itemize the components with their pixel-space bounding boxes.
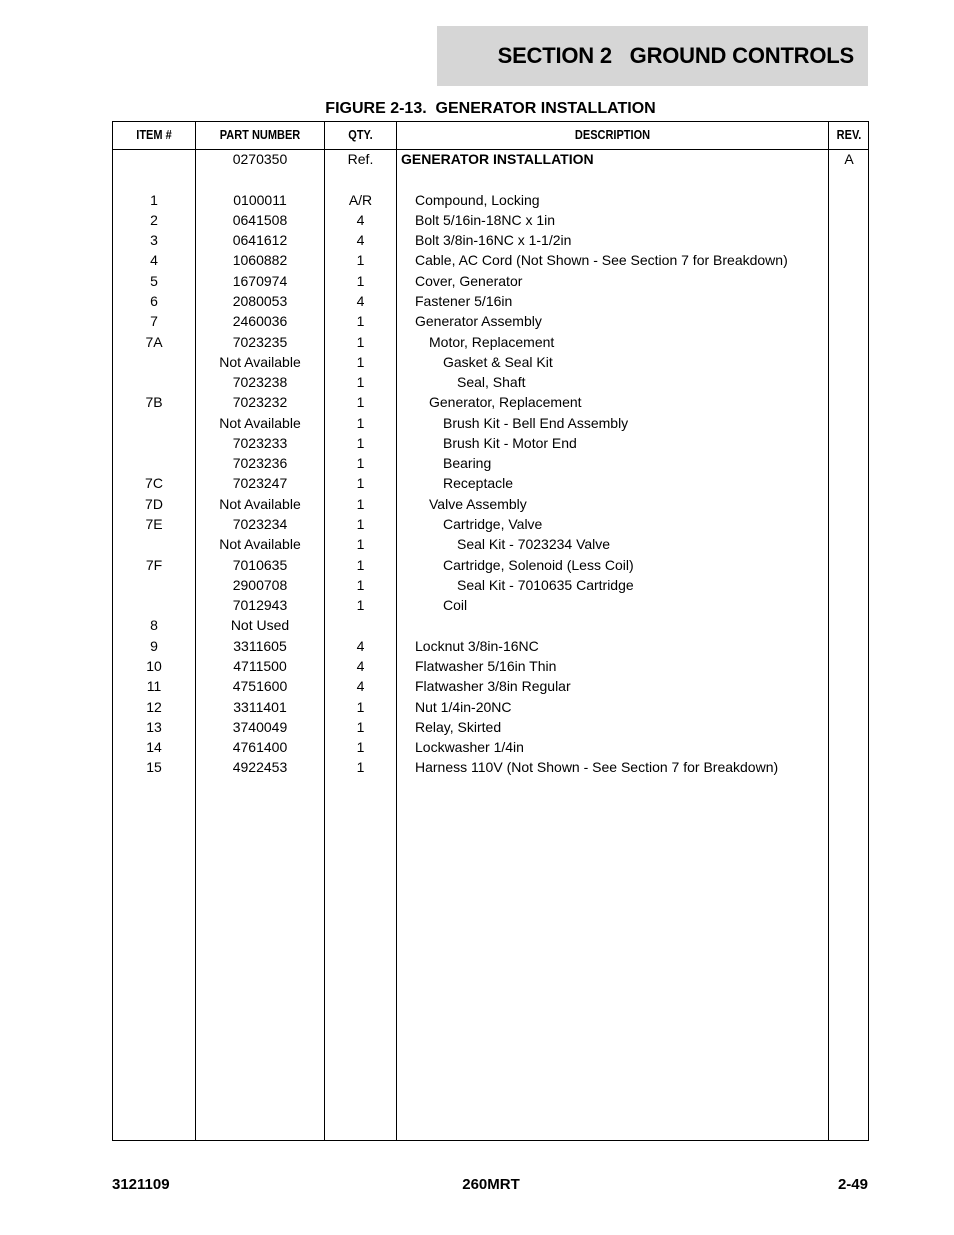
description: Fastener 5/16in	[415, 292, 513, 309]
part-number: 3311605	[233, 637, 287, 654]
quantity: 1	[356, 759, 365, 776]
table-row	[113, 636, 868, 656]
section-banner	[437, 26, 868, 86]
doc-number: 3121109	[112, 1176, 170, 1193]
item-number: 3	[150, 232, 158, 249]
part-number: 3311401	[233, 698, 287, 715]
page-number: 2-49	[837, 1176, 868, 1193]
table-row	[113, 757, 868, 777]
item-number: 7	[150, 313, 158, 330]
header-qty: QTY.	[348, 128, 373, 142]
item-number: 2	[150, 211, 158, 228]
quantity: 1	[356, 353, 365, 370]
table-row	[113, 615, 868, 635]
description: Cartridge, Valve	[443, 516, 543, 533]
description: Locknut 3/8in-16NC	[415, 637, 539, 654]
item-number: 10	[146, 658, 162, 674]
header-item: ITEM #	[136, 128, 172, 142]
table-row	[113, 413, 868, 433]
part-number: 7023236	[232, 455, 288, 472]
item-number: 1	[150, 191, 158, 208]
part-number: 7023247	[232, 475, 288, 492]
table-row	[113, 737, 868, 757]
description: Valve Assembly	[429, 495, 527, 512]
description: Generator Assembly	[415, 313, 542, 330]
part-number: 4922453	[232, 759, 288, 776]
item-number: 7E	[145, 516, 163, 533]
description: Flatwasher 5/16in Thin	[415, 658, 557, 674]
table-row	[113, 697, 868, 717]
description: Generator, Replacement	[429, 394, 582, 411]
quantity: 1	[356, 313, 365, 330]
table-row	[113, 149, 868, 169]
description: Motor, Replacement	[429, 333, 555, 350]
quantity: Ref.	[347, 151, 374, 167]
part-number: 0641612	[232, 232, 288, 249]
item-number: 7C	[145, 475, 163, 492]
table-row	[113, 311, 868, 331]
part-number: Not Available	[219, 536, 301, 553]
quantity: 1	[356, 597, 365, 614]
item-number: 4	[150, 252, 158, 269]
figure-title: FIGURE 2-13. GENERATOR INSTALLATION	[325, 100, 656, 117]
quantity: 4	[356, 678, 365, 695]
quantity: 1	[356, 374, 365, 391]
part-number: 1060882	[232, 252, 288, 269]
table-row	[113, 291, 868, 311]
part-number: 4761400	[232, 739, 288, 756]
description: Nut 1/4in-20NC	[415, 698, 512, 715]
item-number: 15	[146, 759, 162, 776]
quantity: 1	[356, 272, 365, 289]
description: Compound, Locking	[415, 191, 540, 208]
item-number: 8	[150, 617, 158, 634]
description: Seal, Shaft	[457, 374, 526, 391]
description: Brush Kit - Motor End	[443, 434, 577, 451]
part-number: 0100011	[233, 191, 287, 208]
table-row	[113, 575, 868, 595]
quantity: 1	[356, 556, 365, 573]
quantity: 1	[356, 739, 365, 756]
part-number: 2080053	[232, 292, 288, 309]
part-number: 2900708	[232, 576, 288, 593]
header-part-number: PART NUMBER	[219, 128, 301, 142]
description: Seal Kit - 7023234 Valve	[457, 536, 611, 553]
header-description: DESCRIPTION	[574, 128, 651, 142]
table-row	[113, 210, 868, 230]
description: GENERATOR INSTALLATION	[401, 151, 594, 167]
table-row	[113, 656, 868, 676]
item-number: 11	[146, 678, 162, 695]
part-number: Not Available	[219, 414, 301, 431]
item-number: 7A	[145, 333, 163, 350]
quantity: 1	[356, 414, 365, 431]
part-number: 4711500	[233, 658, 287, 674]
table-row	[113, 494, 868, 514]
quantity: 1	[356, 536, 365, 553]
table-row	[113, 595, 868, 615]
part-number: Not Available	[219, 353, 301, 370]
part-number: 7010635	[232, 556, 288, 573]
header-rev: REV.	[836, 128, 862, 142]
item-number: 5	[150, 272, 158, 289]
item-number: 7B	[145, 394, 163, 411]
table-row	[113, 433, 868, 453]
table-row	[113, 190, 868, 210]
quantity: 1	[356, 576, 365, 593]
item-number: 12	[146, 698, 162, 715]
parts-table	[112, 121, 869, 1141]
part-number: 7023232	[232, 394, 288, 411]
part-number: Not Available	[219, 495, 301, 512]
part-number: 7023235	[232, 333, 288, 350]
table-row	[113, 555, 868, 575]
table-row	[113, 676, 868, 696]
quantity: 4	[356, 658, 365, 674]
item-number: 9	[150, 637, 158, 654]
quantity: 1	[356, 333, 365, 350]
quantity: 1	[356, 698, 365, 715]
table-row	[113, 514, 868, 534]
table-row	[113, 169, 868, 189]
part-number: 7023238	[232, 374, 288, 391]
item-number: 14	[146, 739, 162, 756]
description: Bearing	[443, 455, 492, 472]
part-number: 4751600	[232, 678, 288, 695]
quantity: 1	[356, 516, 365, 533]
item-number: 6	[150, 292, 158, 309]
item-number: 7D	[145, 495, 163, 512]
description: Receptacle	[443, 475, 514, 492]
description: Cover, Generator	[415, 272, 523, 289]
quantity: 1	[356, 718, 365, 735]
quantity: 1	[356, 455, 365, 472]
table-header	[113, 122, 868, 149]
description: Bolt 3/8in-16NC x 1-1/2in	[415, 232, 572, 249]
table-row	[113, 230, 868, 250]
quantity: 1	[356, 475, 365, 492]
table-row	[113, 534, 868, 554]
description: Seal Kit - 7010635 Cartridge	[457, 576, 634, 593]
table-row	[113, 372, 868, 392]
table-row	[113, 717, 868, 737]
quantity: 4	[356, 292, 365, 309]
quantity: 4	[356, 637, 365, 654]
description: Cable, AC Cord (Not Shown - See Section 7 for Breakdown)	[415, 252, 788, 269]
item-number: 13	[146, 718, 162, 735]
table-row	[113, 473, 868, 493]
description: Cartridge, Solenoid (Less Coil)	[443, 556, 634, 573]
part-number: 0641508	[232, 211, 288, 228]
description: Flatwasher 3/8in Regular	[415, 678, 571, 695]
quantity: 4	[356, 232, 365, 249]
description: Relay, Skirted	[415, 718, 502, 735]
item-number: 7F	[145, 556, 163, 573]
part-number: 7023233	[232, 434, 288, 451]
quantity: 4	[356, 211, 365, 228]
quantity: 1	[356, 252, 365, 269]
part-number: 3740049	[232, 718, 288, 735]
description: Brush Kit - Bell End Assembly	[443, 414, 629, 431]
part-number: 0270350	[232, 151, 288, 167]
description: Gasket & Seal Kit	[443, 353, 553, 370]
part-number: 7023234	[232, 516, 288, 533]
table-row	[113, 392, 868, 412]
model-name: 260MRT	[462, 1176, 520, 1193]
table-row	[113, 271, 868, 291]
table-row	[113, 332, 868, 352]
quantity: 1	[356, 394, 365, 411]
description: Lockwasher 1/4in	[415, 739, 524, 756]
quantity: 1	[356, 434, 365, 451]
table-row	[113, 250, 868, 270]
description: Harness 110V (Not Shown - See Section 7 for Breakdown)	[415, 759, 779, 776]
part-number: Not Used	[230, 617, 290, 634]
table-row	[113, 453, 868, 473]
part-number: 7012943	[232, 597, 288, 614]
part-number: 2460036	[232, 313, 288, 330]
quantity: 1	[356, 495, 365, 512]
section-title: SECTION 2 GROUND CONTROLS	[497, 43, 854, 68]
quantity: A/R	[348, 191, 373, 208]
part-number: 1670974	[232, 272, 288, 289]
revision: A	[844, 151, 854, 167]
table-row	[113, 352, 868, 372]
description: Coil	[443, 597, 468, 614]
description: Bolt 5/16in-18NC x 1in	[415, 211, 556, 228]
